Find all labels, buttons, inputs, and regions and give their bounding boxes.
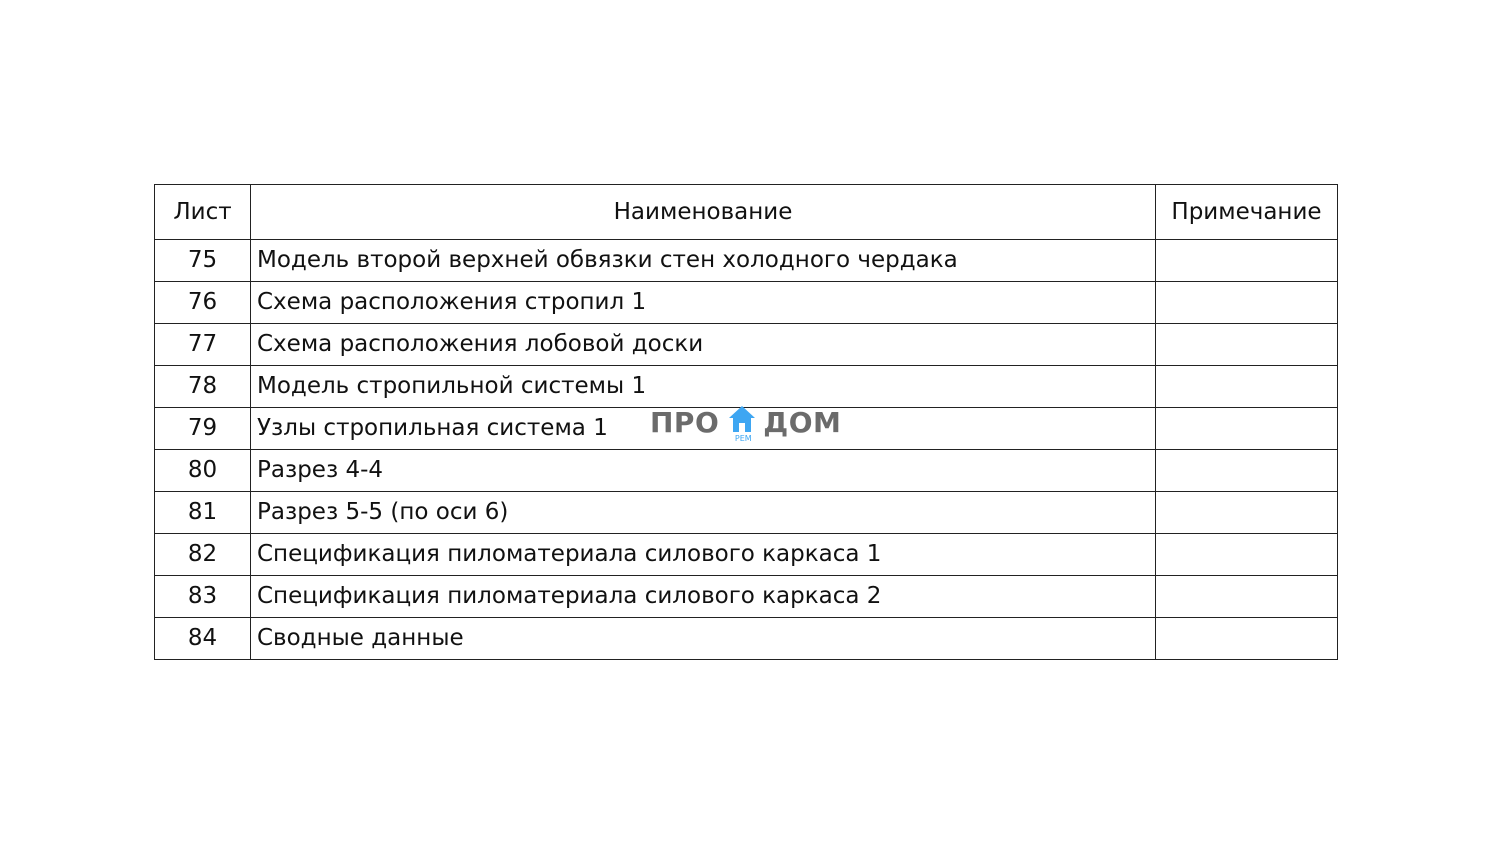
table-row	[155, 534, 1338, 576]
sheet-name: Модель стропильной системы 1	[251, 366, 1156, 408]
table-row	[155, 324, 1338, 366]
table-header-row	[155, 185, 1338, 240]
table-row	[155, 366, 1338, 408]
sheet-number: 83	[155, 576, 251, 618]
table-row	[155, 618, 1338, 660]
sheet-note	[1156, 618, 1338, 660]
sheet-note	[1156, 408, 1338, 450]
sheet-name: Узлы стропильная система 1	[251, 408, 1156, 450]
sheet-name: Сводные данные	[251, 618, 1156, 660]
sheet-number: 79	[155, 408, 251, 450]
header-name: Наименование	[251, 185, 1156, 240]
sheet-note	[1156, 324, 1338, 366]
table-row	[155, 450, 1338, 492]
sheet-name: Схема расположения лобовой доски	[251, 324, 1156, 366]
sheet-note	[1156, 366, 1338, 408]
sheet-number: 81	[155, 492, 251, 534]
sheet-number: 77	[155, 324, 251, 366]
sheet-note	[1156, 450, 1338, 492]
table-row	[155, 492, 1338, 534]
sheet-name: Разрез 4-4	[251, 450, 1156, 492]
sheet-name: Спецификация пиломатериала силового каркаса 1	[251, 534, 1156, 576]
sheet-number: 75	[155, 240, 251, 282]
sheet-note	[1156, 240, 1338, 282]
table-row	[155, 282, 1338, 324]
watermark-left-text: ПРО	[650, 406, 720, 439]
sheet-name: Спецификация пиломатериала силового каркаса 2	[251, 576, 1156, 618]
sheet-name: Разрез 5-5 (по оси 6)	[251, 492, 1156, 534]
watermark-right-text: ДОМ	[763, 406, 842, 439]
sheet-note	[1156, 534, 1338, 576]
sheet-note	[1156, 492, 1338, 534]
sheets-table	[154, 184, 1338, 660]
sheet-note	[1156, 282, 1338, 324]
sheet-number: 80	[155, 450, 251, 492]
sheet-note	[1156, 576, 1338, 618]
table-row	[155, 408, 1338, 450]
sheet-number: 76	[155, 282, 251, 324]
sheet-name: Модель второй верхней обвязки стен холодного чердака	[251, 240, 1156, 282]
watermark-small-text: РЕМ	[734, 434, 752, 443]
sheet-name: Схема расположения стропил 1	[251, 282, 1156, 324]
table-row	[155, 240, 1338, 282]
sheet-number: 78	[155, 366, 251, 408]
header-note: Примечание	[1156, 185, 1338, 240]
sheet-number: 82	[155, 534, 251, 576]
header-sheet: Лист	[155, 185, 251, 240]
table-row	[155, 576, 1338, 618]
sheet-number: 84	[155, 618, 251, 660]
